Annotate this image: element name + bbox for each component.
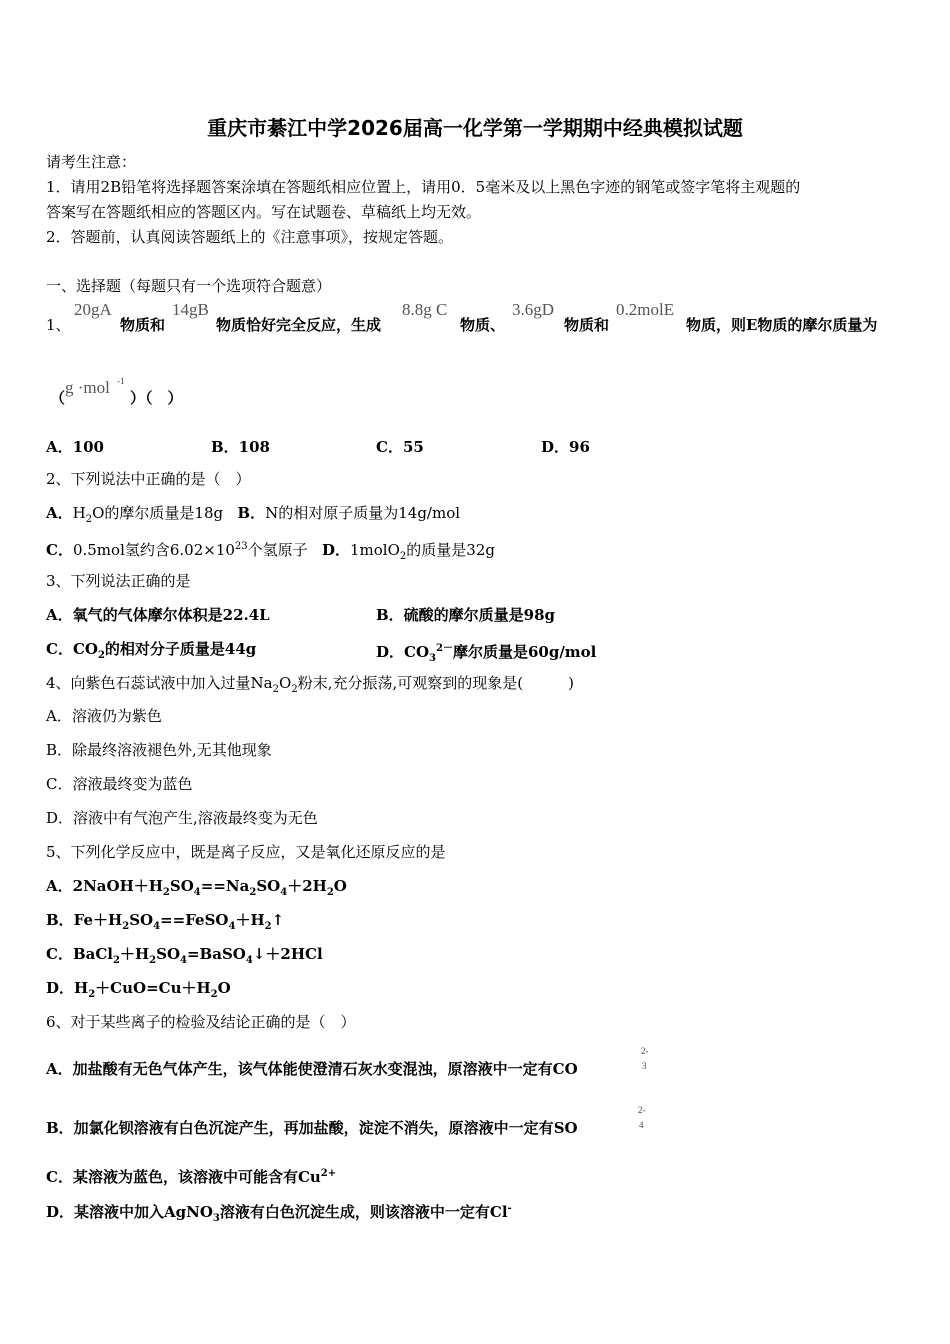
- q6-b-subscript: 4: [639, 1120, 644, 1130]
- q1-math-d: 3.6gD: [512, 300, 555, 319]
- q1-text-1: 物质和: [120, 316, 166, 334]
- section-heading: 一、选择题（每题只有一个选项符合题意）: [46, 277, 332, 295]
- q5-c-part: ＋H: [119, 945, 150, 963]
- q2-c-sup: 23: [234, 541, 248, 552]
- q6-c-text: C．某溶液为蓝色，该溶液中可能含有Cu: [46, 1168, 321, 1186]
- q4-option-d: D．溶液中有气泡产生,溶液最终变为无色: [46, 809, 318, 827]
- q5-a-part: A．2NaOH＋H: [46, 877, 163, 895]
- q5-b-sub: 2: [122, 921, 130, 932]
- q6-option-d: [46, 1199, 512, 1229]
- q6-stem: 6、对于某些离子的检验及结论正确的是（ ）: [46, 1013, 356, 1031]
- q2-options-ab: [46, 503, 460, 530]
- q2-a-label: A．: [46, 504, 73, 522]
- q4-option-b: B．除最终溶液褪色外,无其他现象: [46, 741, 272, 759]
- q5-a-sub: 2: [162, 887, 170, 898]
- q3-d-sub: 3: [429, 653, 436, 664]
- q3-c-sub: 2: [97, 650, 105, 661]
- q5-option-d: [46, 978, 231, 1005]
- q2-c-text: 0.5mol氢约含6.02×10: [72, 541, 235, 559]
- q3-d-pre: D．CO: [376, 643, 430, 661]
- notice-line-1: 1．请用2B铅笔将选择题答案涂填在答题纸相应位置上，请用0．5毫米及以上黑色字迹的钢笔或签字笔将主观题的: [46, 178, 801, 196]
- q5-d-sub: 2: [210, 989, 218, 1000]
- q5-d-part: ＋CuO=Cu＋H: [95, 979, 211, 997]
- q5-c-sub: 2: [112, 955, 120, 966]
- q4-stem: [46, 673, 574, 700]
- q1-option-a: A．100: [46, 438, 104, 456]
- q5-a-sub: 2: [326, 887, 334, 898]
- q1-number: 1、: [46, 316, 71, 334]
- q5-c-sub: 4: [245, 955, 253, 966]
- q6-d-sup: -: [507, 1203, 512, 1214]
- q1-unit-open: （: [50, 389, 66, 407]
- q6-a-ion: CO: [552, 1060, 578, 1078]
- q1-unit: g ·mol: [65, 378, 110, 397]
- q2-stem: 2、下列说法中正确的是（ ）: [46, 470, 251, 488]
- q5-b-part: ＋H: [235, 911, 265, 929]
- q5-b-part: B．Fe＋H: [46, 911, 123, 929]
- q3-option-d: [376, 639, 596, 669]
- q6-a-text: A．加盐酸有无色气体产生，该气体能使澄清石灰水变混浊，原溶液中一定有: [46, 1060, 553, 1078]
- q3-option-a: A．氧气的气体摩尔体积是22.4L: [46, 606, 270, 624]
- q5-c-part: ↓＋2HCl: [252, 945, 323, 963]
- q5-a-sub: 4: [193, 887, 201, 898]
- q6-option-c: [46, 1164, 336, 1187]
- q4-stem-mid: O: [279, 674, 292, 692]
- q6-d-pre: D．某溶液中加入AgNO: [46, 1203, 213, 1221]
- q3-d-sup: 2－: [435, 643, 453, 654]
- q6-a-subscript: 3: [642, 1061, 647, 1071]
- q3-option-b: B．硫酸的摩尔质量是98g: [376, 606, 556, 624]
- q5-a-part: O: [333, 877, 347, 895]
- q5-a-sub: 4: [280, 887, 288, 898]
- q5-d-sub: 2: [88, 989, 96, 1000]
- q6-b-ion: SO: [553, 1119, 578, 1137]
- q2-a-text: H: [72, 504, 86, 522]
- q3-d-post: 摩尔质量是60g/mol: [452, 643, 597, 661]
- q1-option-b: B．108: [211, 438, 270, 456]
- q5-d-part: O: [217, 979, 231, 997]
- q5-c-part: SO: [156, 945, 181, 963]
- q6-b-text: B．加氯化钡溶液有白色沉淀产生，再加盐酸，淀淀不消失，原溶液中一定有: [46, 1119, 554, 1137]
- q2-c-label: C．: [46, 541, 73, 559]
- q2-b-label: B．: [237, 504, 266, 522]
- q5-c-part: =BaSO: [186, 945, 246, 963]
- q4-option-a: A．溶液仍为紫色: [46, 707, 162, 725]
- q2-d-text2: 的质量是32g: [406, 541, 495, 559]
- q5-b-part: SO: [129, 911, 154, 929]
- q5-b-sub: 2: [264, 921, 272, 932]
- q6-d-post: 溶液有白色沉淀生成，则该溶液中一定有Cl: [219, 1203, 508, 1221]
- q5-a-part: SO: [169, 877, 194, 895]
- q5-b-sub: 4: [153, 921, 161, 932]
- page-title: 重庆市綦江中学2026届高一化学第一学期期中经典模拟试题: [207, 116, 743, 140]
- q5-a-sub: 2: [249, 887, 257, 898]
- q6-c-sup: 2+: [320, 1168, 337, 1179]
- q6-a-charge: 2-: [641, 1046, 649, 1056]
- q1-math-a: 20gA: [74, 300, 112, 319]
- q3-c-pre: C．CO: [46, 640, 98, 658]
- q5-b-part: ==FeSO: [160, 911, 229, 929]
- q5-b-part: ↑: [271, 911, 285, 929]
- q5-stem: 5、下列化学反应中，既是离子反应，又是氧化还原反应的是: [46, 843, 446, 861]
- q5-c-sub: 4: [180, 955, 187, 966]
- q1-text-3: 物质、: [460, 316, 506, 334]
- q3-c-post: 的相对分子质量是44g: [104, 640, 257, 658]
- q1-unit-exp: -1: [117, 376, 125, 386]
- q2-c-text2: 个氢原子: [247, 541, 308, 559]
- q1-unit-close: ）（ ）: [130, 389, 183, 407]
- q2-d-sub: 2: [399, 551, 407, 562]
- q5-option-c: [46, 944, 323, 971]
- q5-option-b: [46, 910, 284, 937]
- q2-a-sub: 2: [85, 514, 93, 525]
- q2-d-label: D．: [321, 541, 350, 559]
- notice-heading: 请考生注意：: [46, 153, 137, 171]
- q1-text-5: 物质，则E物质的摩尔质量为: [686, 316, 878, 334]
- q2-a-text2: O的摩尔质量是18g: [92, 504, 224, 522]
- q3-option-c: [46, 639, 256, 666]
- q5-b-sub: 4: [228, 921, 236, 932]
- q5-a-part: ==Na: [200, 877, 250, 895]
- q1-math-b: 14gB: [172, 300, 209, 319]
- q4-stem-sub2: 2: [291, 684, 298, 695]
- q3-stem: 3、下列说法正确的是: [46, 572, 191, 590]
- q5-a-part: SO: [256, 877, 281, 895]
- q6-b-charge: 2-: [638, 1105, 646, 1115]
- q6-option-b: [46, 1118, 578, 1138]
- q4-option-c: C．溶液最终变为蓝色: [46, 775, 193, 793]
- q1-text-4: 物质和: [564, 316, 610, 334]
- q4-stem-sub1: 2: [272, 684, 279, 695]
- q1-option-d: D．96: [541, 438, 590, 456]
- q2-d-text: 1molO: [350, 541, 400, 559]
- q1-math-c: 8.8g C: [402, 300, 448, 319]
- q1-text-2: 物质恰好完全反应，生成: [216, 316, 382, 334]
- notice-line-1b: 答案写在答题纸相应的答题区内。写在试题卷、草稿纸上均无效。: [46, 203, 482, 221]
- q5-c-part: C．BaCl: [46, 945, 113, 963]
- q5-c-sub: 2: [149, 955, 157, 966]
- q6-option-a: [46, 1059, 578, 1079]
- q5-d-part: D．H: [46, 979, 89, 997]
- q5-a-part: ＋2H: [287, 877, 327, 895]
- q1-option-c: C．55: [376, 438, 424, 456]
- q4-stem-post: 粉末,充分振荡,可观察到的现象是( ): [297, 674, 574, 692]
- q2-options-cd: [46, 537, 495, 567]
- q1-math-e: 0.2molE: [616, 300, 675, 319]
- q2-b-text: N的相对原子质量为14g/mol: [265, 504, 461, 522]
- notice-line-2: 2．答题前，认真阅读答题纸上的《注意事项》，按规定答题。: [46, 228, 454, 246]
- q4-stem-pre: 4、向紫色石蕊试液中加入过量Na: [46, 674, 273, 692]
- q5-option-a: [46, 876, 347, 903]
- q6-d-sub: 3: [212, 1213, 220, 1224]
